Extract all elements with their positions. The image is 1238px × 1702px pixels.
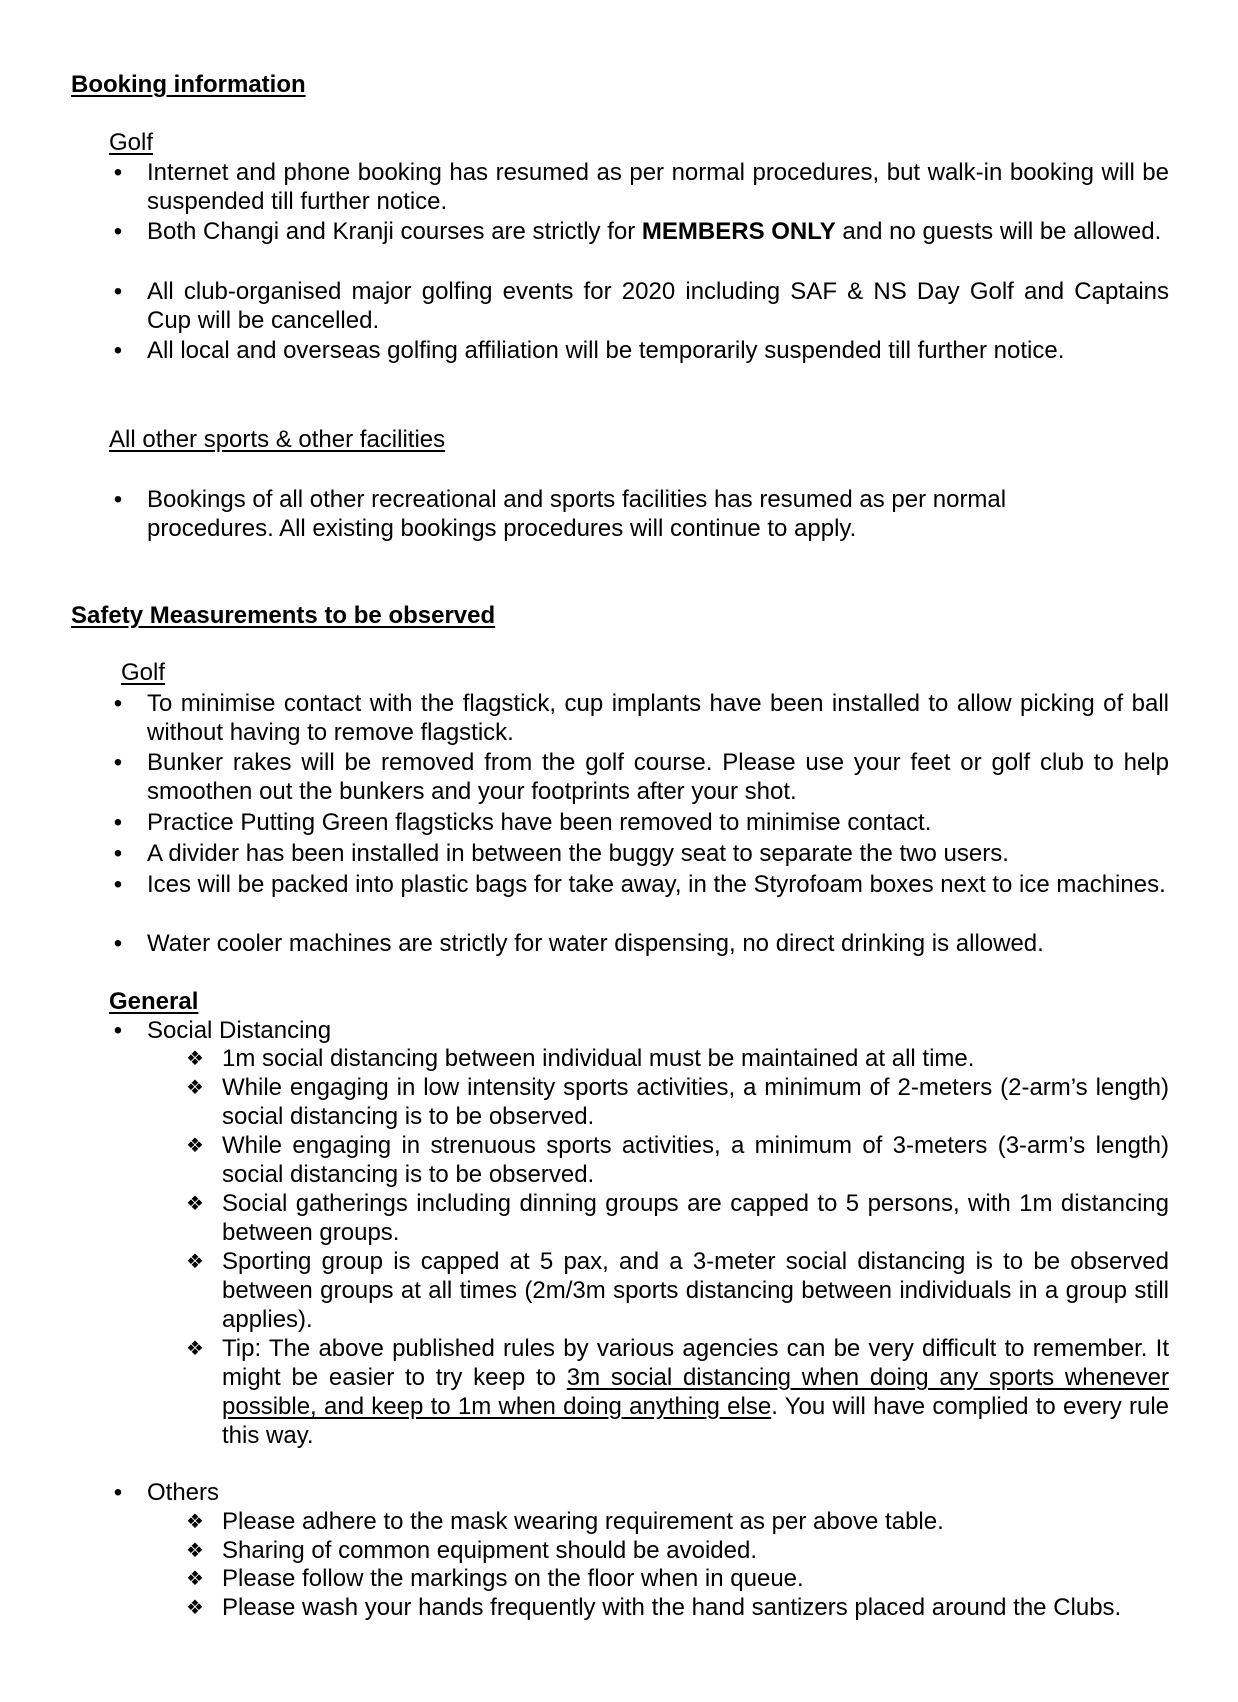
others-label: Others bbox=[147, 1479, 220, 1506]
members-only-emphasis: MEMBERS ONLY bbox=[641, 218, 836, 245]
list-item-text: To minimise contact with the flagstick, cup implants have been installed to allow picking of ball without having to remove flagstick. bbox=[147, 690, 1169, 746]
list-item-text: Practice Putting Green flagsticks have been removed to minimise contact. bbox=[147, 809, 932, 836]
safety-golf-title: Golf bbox=[121, 659, 166, 686]
diamond-bullet-icon: ❖ bbox=[186, 1595, 204, 1619]
diamond-bullet-icon: ❖ bbox=[186, 1336, 204, 1360]
diamond-bullet-icon: ❖ bbox=[186, 1566, 204, 1590]
sub-list-item-text: Social gatherings including dinning groups are capped to 5 persons, with 1m distancing between groups. bbox=[222, 1190, 1169, 1246]
underlined-advice: 3m social distancing when doing any sports whenever possible, and keep to 1m when doing anything else bbox=[222, 1364, 1169, 1420]
bullet-icon: • bbox=[113, 871, 123, 898]
list-item-text: Water cooler machines are strictly for water dispensing, no direct drinking is allowed. bbox=[147, 930, 1044, 957]
sub-list-item-text: Please wash your hands frequently with the hand santizers placed around the Clubs. bbox=[222, 1594, 1122, 1621]
list-item-text: Bookings of all other recreational and sports facilities has resumed as per normal procedures. All existing bookings procedures will continue to apply. bbox=[147, 486, 1007, 542]
sub-list-item-text: Please adhere to the mask wearing requirement as per above table. bbox=[222, 1508, 944, 1535]
diamond-bullet-icon: ❖ bbox=[186, 1509, 204, 1533]
booking-heading: Booking information bbox=[71, 71, 306, 98]
list-item-text: Internet and phone booking has resumed as per normal procedures, but walk-in booking will be suspended till further notice. bbox=[147, 159, 1169, 215]
bullet-icon: • bbox=[113, 1017, 123, 1044]
bullet-icon: • bbox=[113, 690, 123, 717]
list-item-text: A divider has been installed in between the buggy seat to separate the two users. bbox=[147, 840, 1009, 867]
safety-heading: Safety Measurements to be observed bbox=[71, 602, 496, 629]
general-title: General bbox=[109, 988, 199, 1015]
diamond-bullet-icon: ❖ bbox=[186, 1538, 204, 1562]
bullet-icon: • bbox=[113, 930, 123, 957]
bullet-icon: • bbox=[113, 1479, 123, 1506]
sub-list-item-text: Tip: The above published rules by various agencies can be very difficult to remember. It might be easier to try keep to 3m social distancing when doing any sports whenever possible, and keep to 1m when doing anything else. You will have complied to every rule this way. bbox=[222, 1335, 1169, 1449]
booking-other-title: All other sports & other facilities bbox=[109, 426, 446, 453]
sub-list-item-text: Please follow the markings on the floor when in queue. bbox=[222, 1565, 804, 1592]
sub-list-item-text: Sporting group is capped at 5 pax, and a 3-meter social distancing is to be observed between groups at all times (2m/3m sports distancing between individuals in a group still applies). bbox=[222, 1248, 1169, 1333]
bullet-icon: • bbox=[113, 159, 123, 186]
list-item-text: Bunker rakes will be removed from the golf course. Please use your feet or golf club to help smoothen out the bunkers and your footprints after your shot. bbox=[147, 749, 1169, 805]
list-item-text: Ices will be packed into plastic bags for take away, in the Styrofoam boxes next to ice machines. bbox=[147, 871, 1166, 898]
list-item-text: All local and overseas golfing affiliation will be temporarily suspended till further notice. bbox=[147, 337, 1065, 364]
bullet-icon: • bbox=[113, 486, 123, 513]
sub-list-item-text: 1m social distancing between individual must be maintained at all time. bbox=[222, 1045, 975, 1072]
bullet-icon: • bbox=[113, 749, 123, 776]
diamond-bullet-icon: ❖ bbox=[186, 1133, 204, 1157]
booking-golf-title: Golf bbox=[109, 129, 154, 156]
bullet-icon: • bbox=[113, 809, 123, 836]
list-item-text: Both Changi and Kranji courses are strictly for MEMBERS ONLY and no guests will be allowed. bbox=[147, 218, 1162, 245]
list-item-text: All club-organised major golfing events for 2020 including SAF & NS Day Golf and Captains Cup will be cancelled. bbox=[147, 278, 1169, 334]
bullet-icon: • bbox=[113, 840, 123, 867]
bullet-icon: • bbox=[113, 337, 123, 364]
sub-list-item-text: While engaging in low intensity sports activities, a minimum of 2-meters (2-arm’s length) social distancing is to be observed. bbox=[222, 1074, 1169, 1130]
diamond-bullet-icon: ❖ bbox=[186, 1046, 204, 1070]
sub-list-item-text: Sharing of common equipment should be avoided. bbox=[222, 1537, 758, 1564]
social-distancing-label: Social Distancing bbox=[147, 1017, 332, 1044]
sub-list-item-text: While engaging in strenuous sports activities, a minimum of 3-meters (3-arm’s length) social distancing is to be observed. bbox=[222, 1132, 1169, 1188]
diamond-bullet-icon: ❖ bbox=[186, 1075, 204, 1099]
diamond-bullet-icon: ❖ bbox=[186, 1191, 204, 1215]
diamond-bullet-icon: ❖ bbox=[186, 1249, 204, 1273]
bullet-icon: • bbox=[113, 278, 123, 305]
bullet-icon: • bbox=[113, 218, 123, 245]
